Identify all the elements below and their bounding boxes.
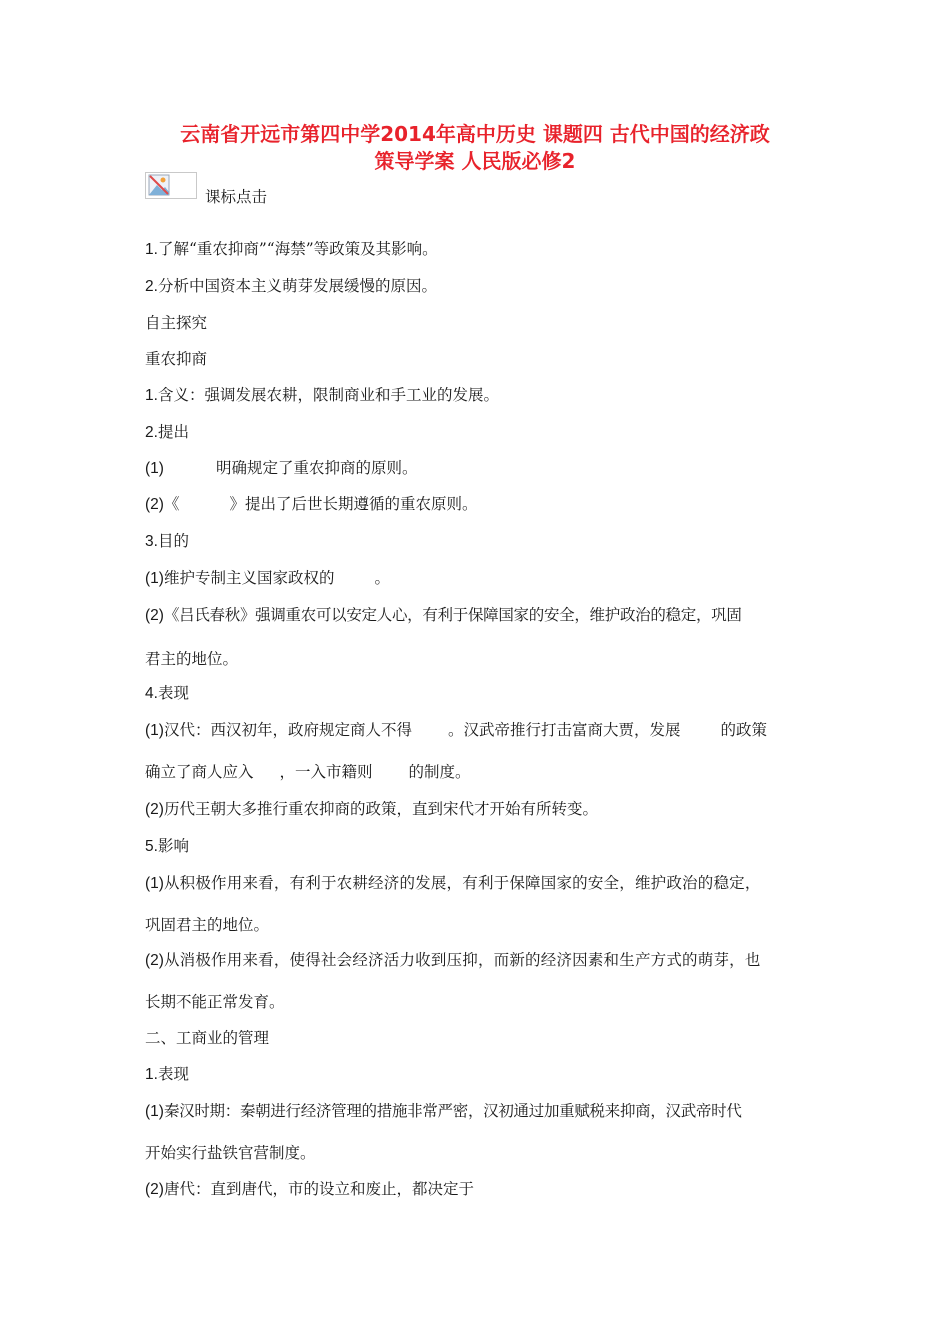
line-text: 历代王朝大多推行重农抑商的政策，直到宋代才开始有所转变。 [163, 800, 598, 818]
line-text: 提出 [157, 423, 189, 441]
line-text: 影响 [157, 837, 189, 855]
line-number: (1) [145, 875, 164, 892]
line-text: 的政策 [720, 721, 767, 739]
section-heading: 自主探究 [145, 314, 208, 332]
text-line [145, 1064, 810, 1085]
line-number: (2) [145, 801, 164, 818]
text-line [145, 276, 810, 297]
line-number: (2) [145, 496, 164, 513]
line-text: 表现 [157, 1065, 189, 1083]
text-line [145, 683, 810, 704]
text-line [145, 762, 810, 782]
line-number: (1) [145, 1103, 164, 1120]
line-text: 唐代：直到唐代，市的设立和废止，都决定于 [163, 1180, 474, 1198]
text-line [145, 422, 810, 443]
text-line [145, 494, 810, 515]
text-line [145, 239, 810, 260]
line-text: 了解“重农抑商”“海禁”等政策及其影响。 [157, 240, 438, 258]
line-text: 分析中国资本主义萌芽发展缓慢的原因。 [157, 277, 437, 295]
text-line: 君主的地位。 [145, 650, 239, 668]
text-line [145, 1101, 810, 1122]
text-line: 长期不能正常发育。 [145, 993, 285, 1011]
broken-image-icon [148, 174, 170, 196]
line-text: 。 [374, 569, 390, 587]
text-line [145, 950, 810, 971]
text-line [145, 385, 810, 406]
line-number: (1) [145, 722, 164, 739]
line-text: 《吕氏春秋》强调重农可以安定人心，有利于保障国家的安全，维护政治的稳定，巩固 [163, 606, 742, 624]
line-text: 》提出了后世长期遵循的重农原则。 [229, 495, 478, 513]
text-line [145, 531, 810, 552]
line-number: 4. [145, 685, 158, 702]
text-line [145, 605, 810, 626]
line-text: 从积极作用来看，有利于农耕经济的发展，有利于保障国家的安全，维护政治的稳定， [163, 874, 761, 892]
text-line [145, 836, 810, 857]
text-line: 巩固君主的地位。 [145, 916, 270, 934]
line-number: (2) [145, 952, 164, 969]
line-text: 目的 [157, 532, 189, 550]
line-text: 汉代：西汉初年，政府规定商人不得 [163, 721, 412, 739]
line-number: 2. [145, 424, 158, 441]
line-number: (1) [145, 460, 164, 477]
text-line [145, 568, 810, 589]
line-text: 确立了商人应入 [145, 763, 254, 781]
section-heading-kebiao: 课标点击 [205, 188, 268, 206]
line-number: (2) [145, 1181, 164, 1198]
line-number: 3. [145, 533, 158, 550]
line-text: 秦汉时期：秦朝进行经济管理的措施非常严密，汉初通过加重赋税来抑商，汉武帝时代 [163, 1102, 742, 1120]
line-text: ，一入市籍则 [279, 763, 373, 781]
text-line [145, 799, 810, 820]
line-text: 。汉武帝推行打击富商大贾，发展 [447, 721, 681, 739]
text-line: 开始实行盐铁官营制度。 [145, 1144, 316, 1162]
line-number: (1) [145, 570, 164, 587]
text-line [145, 720, 810, 741]
line-number: (2) [145, 607, 164, 624]
doc-title-line-2: 策导学案 人民版必修2 [374, 149, 576, 173]
line-text: 维护专制主义国家政权的 [163, 569, 335, 587]
line-number: 2. [145, 278, 158, 295]
line-text: 《 [163, 495, 180, 513]
section-heading: 二、工商业的管理 [145, 1029, 270, 1047]
line-text: 明确规定了重农抑商的原则。 [215, 459, 418, 477]
line-number: 5. [145, 838, 158, 855]
line-number: 1. [145, 387, 158, 404]
text-line [145, 873, 810, 894]
section-heading: 重农抑商 [145, 350, 208, 368]
line-number: 1. [145, 1066, 158, 1083]
text-line [145, 458, 810, 479]
doc-title-line-1: 云南省开远市第四中学2014年高中历史 课题四 古代中国的经济政 [180, 122, 770, 146]
text-line [145, 1179, 810, 1200]
line-text: 从消极作用来看，使得社会经济活力收到压抑，而新的经济因素和生产方式的萌芽，也 [163, 951, 761, 969]
line-number: 1. [145, 241, 158, 258]
line-text: 含义：强调发展农耕，限制商业和手工业的发展。 [157, 386, 499, 404]
line-text: 的制度。 [408, 763, 471, 781]
image-placeholder [145, 172, 197, 199]
line-text: 表现 [157, 684, 189, 702]
